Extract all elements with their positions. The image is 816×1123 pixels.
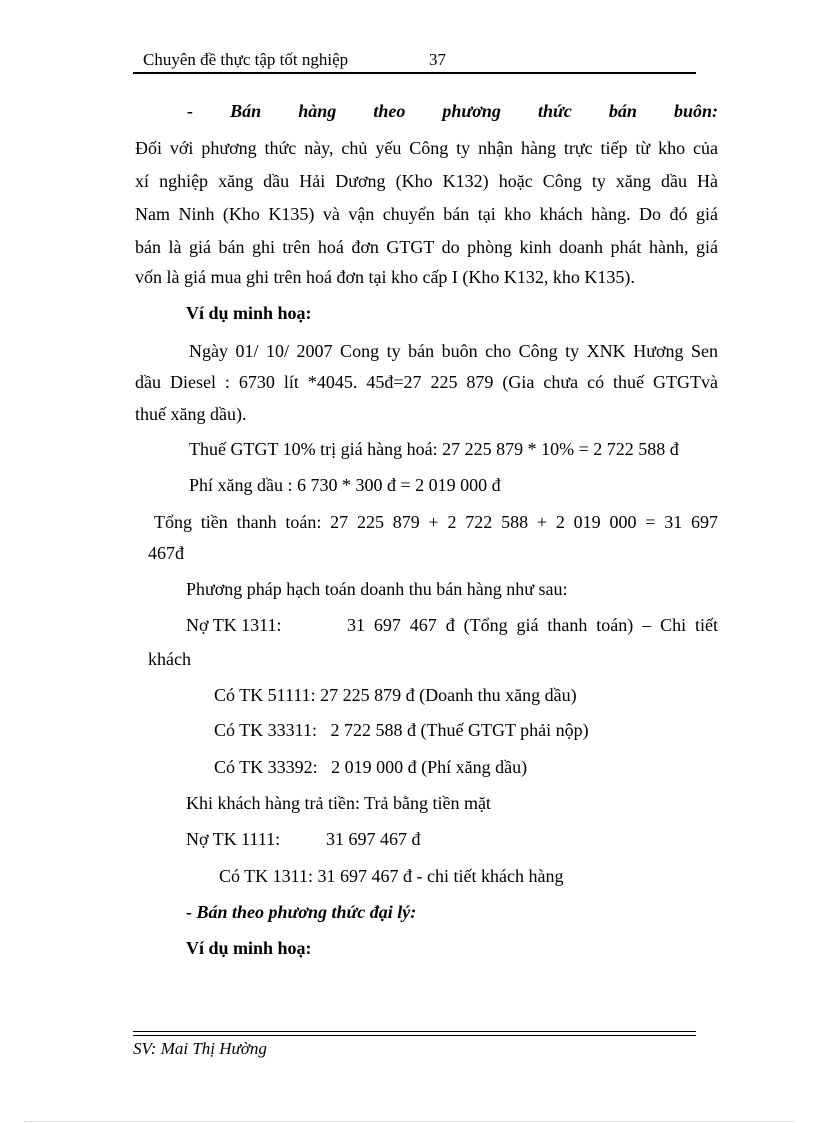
credit-entry: Có TK 51111: 27 225 879 đ (Doanh thu xăng dầu): [214, 685, 577, 705]
example-line: thuế xăng dầu).: [135, 404, 247, 424]
total-line: Tổng tiền thanh toán: 27 225 879 + 2 722 588 + 2 019 000 = 31 697: [154, 512, 718, 532]
payment-line: Khi khách hàng trả tiền: Trả bằng tiền mặt: [186, 793, 491, 813]
method-line: Phương pháp hạch toán doanh thu bán hàng như sau:: [186, 579, 568, 599]
paragraph-line: xí nghiệp xăng dầu Hải Dương (Kho K132) hoặc Công ty xăng dầu Hà: [135, 171, 718, 191]
debit-account: Nợ TK 1111:: [186, 829, 281, 849]
debit-detail-continued: khách: [148, 649, 191, 669]
example-label: Ví dụ minh hoạ:: [186, 938, 312, 958]
footer-rule: [133, 1035, 696, 1036]
example-line: dầu Diesel : 6730 lít *4045. 45đ=27 225 879 (Gia chưa có thuế GTGTvà: [135, 372, 718, 392]
total-line-continued: 467đ: [148, 543, 184, 563]
document-title: Chuyên đề thực tập tốt nghiệp: [143, 50, 349, 69]
page-edge: [24, 1121, 794, 1122]
vat-line: Thuế GTGT 10% trị giá hàng hoá: 27 225 879 * 10% = 2 722 588 đ: [189, 439, 679, 459]
credit-entry: Có TK 33392: 2 019 000 đ (Phí xăng dầu): [214, 757, 528, 777]
page-number: 37: [429, 50, 446, 69]
paragraph-line: Nam Ninh (Kho K135) và vận chuyển bán tại kho khách hàng. Do đó giá: [135, 204, 718, 224]
footer-author: SV: Mai Thị Hường: [133, 1039, 267, 1058]
paragraph-line: Đối với phương thức này, chủ yếu Công ty nhận hàng trực tiếp từ kho của: [135, 138, 718, 158]
credit-entry: Có TK 1311: 31 697 467 đ - chi tiết khách hàng: [219, 866, 564, 886]
debit-account: Nợ TK 1311:: [186, 615, 282, 635]
debit-amount: 31 697 467 đ: [326, 829, 421, 849]
debit-detail: 31 697 467 đ (Tổng giá thanh toán) – Chi tiết: [347, 615, 718, 635]
page-header: [133, 50, 696, 74]
fee-line: Phí xăng dầu : 6 730 * 300 đ = 2 019 000 đ: [189, 475, 501, 495]
footer-rule: [133, 1031, 696, 1032]
credit-entry: Có TK 33311: 2 722 588 đ (Thuế GTGT phải nộp): [214, 720, 589, 740]
example-label: Ví dụ minh hoạ:: [186, 303, 312, 323]
paragraph-line: bán là giá bán ghi trên hoá đơn GTGT do phòng kinh doanh phát hành, giá: [135, 237, 718, 257]
paragraph-line: vốn là giá mua ghi trên hoá đơn tại kho cấp I (Kho K132, kho K135).: [135, 267, 635, 287]
section-heading-agency: - Bán theo phương thức đại lý:: [186, 902, 417, 922]
section-heading-wholesale: - Bán hàng theo phương thức bán buôn:: [187, 101, 718, 121]
example-line: Ngày 01/ 10/ 2007 Cong ty bán buôn cho Công ty XNK Hương Sen: [189, 341, 718, 361]
